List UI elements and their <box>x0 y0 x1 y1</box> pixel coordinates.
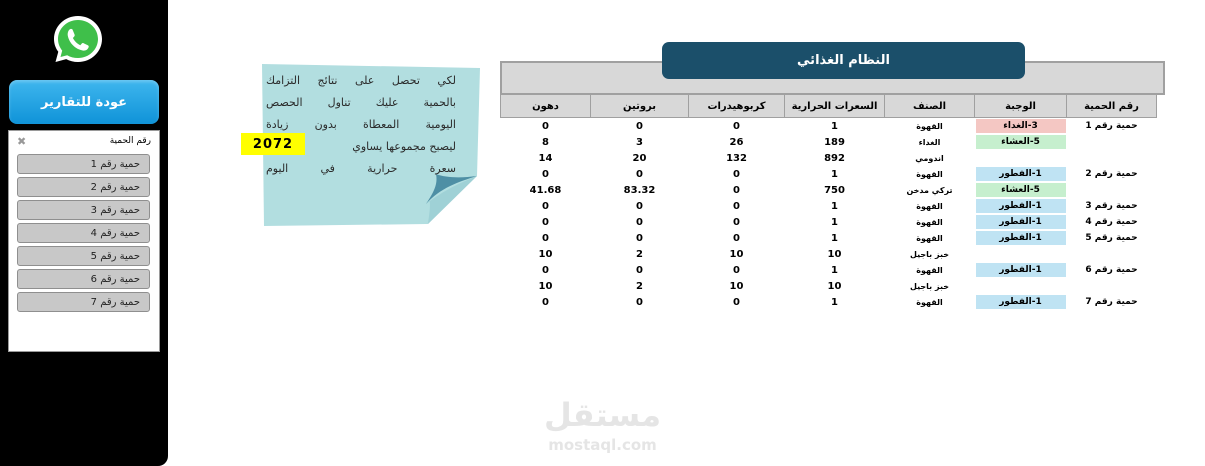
cell-fat[interactable]: 0 <box>542 296 549 308</box>
cell-diet-number[interactable]: حمية رقم 3 <box>1085 201 1138 211</box>
table-row <box>501 118 1157 135</box>
cell-meal[interactable] <box>975 262 1067 278</box>
slicer-item-diet-6[interactable]: حمية رقم 6 <box>17 269 150 289</box>
cell-meal[interactable] <box>975 134 1067 150</box>
back-to-reports-button[interactable]: عودة للتقارير <box>9 80 159 124</box>
cell-item[interactable]: القهوة <box>916 121 943 131</box>
cell-diet-number[interactable]: حمية رقم 7 <box>1085 297 1138 307</box>
table-row <box>501 230 1157 246</box>
cell-fat[interactable]: 0 <box>542 120 549 132</box>
table-header-row <box>501 95 1157 118</box>
table-row <box>501 166 1157 182</box>
cell-calories[interactable]: 10 <box>827 280 842 292</box>
slicer-item-diet-7[interactable]: حمية رقم 7 <box>17 292 150 312</box>
cell-protein[interactable]: 0 <box>636 264 643 276</box>
cell-carbs[interactable]: 0 <box>733 232 740 244</box>
cell-carbs[interactable]: 0 <box>733 168 740 180</box>
cell-fat[interactable]: 10 <box>538 248 553 260</box>
cell-diet-number[interactable] <box>1067 278 1157 294</box>
cell-fat[interactable]: 0 <box>542 264 549 276</box>
cell-protein[interactable]: 2 <box>636 280 643 292</box>
cell-item[interactable]: القهوة <box>916 217 943 227</box>
table-row <box>501 294 1157 310</box>
slicer-title: رقم الحمية <box>109 136 151 146</box>
note-line: اليومية المعطاة بدون زيادة <box>266 118 456 131</box>
meal-badge: 1-الفطور <box>976 199 1066 213</box>
cell-calories[interactable]: 10 <box>827 248 842 260</box>
cell-fat[interactable]: 10 <box>538 280 553 292</box>
meal-badge: 3-الغداء <box>976 119 1066 133</box>
header-calories[interactable]: السعرات الحرارية <box>785 95 885 118</box>
clear-filter-icon[interactable]: ✖ <box>17 134 27 148</box>
cell-protein[interactable]: 0 <box>636 216 643 228</box>
cell-meal[interactable] <box>975 230 1067 246</box>
table-row <box>501 134 1157 150</box>
diet-slicer <box>8 130 160 352</box>
cell-calories[interactable]: 1 <box>831 216 838 228</box>
cell-item[interactable]: خبز باجيل <box>910 281 949 291</box>
header-fat[interactable]: دهون <box>501 95 591 118</box>
cell-carbs[interactable]: 0 <box>733 184 740 196</box>
cell-meal[interactable] <box>975 246 1067 262</box>
daily-calories-value: 2072 <box>241 133 305 155</box>
sidebar <box>0 0 168 466</box>
cell-protein[interactable]: 3 <box>636 136 643 148</box>
table-row <box>501 262 1157 278</box>
cell-diet-number[interactable]: حمية رقم 6 <box>1085 265 1138 275</box>
note-line: سعرة حرارية في اليوم <box>266 162 456 175</box>
cell-calories[interactable]: 1 <box>831 200 838 212</box>
table-title: النظام الغذائي <box>662 42 1025 79</box>
cell-carbs[interactable]: 0 <box>733 264 740 276</box>
header-item[interactable]: الصنف <box>885 95 975 118</box>
diet-table <box>500 94 1157 310</box>
cell-diet-number[interactable] <box>1067 134 1157 150</box>
cell-fat[interactable]: 8 <box>542 136 549 148</box>
cell-diet-number[interactable]: حمية رقم 1 <box>1085 121 1138 131</box>
cell-meal[interactable] <box>975 198 1067 214</box>
slicer-item-diet-5[interactable]: حمية رقم 5 <box>17 246 150 266</box>
cell-protein[interactable]: 0 <box>636 296 643 308</box>
slicer-header <box>9 131 159 151</box>
meal-badge: 5-العشاء <box>976 135 1066 149</box>
cell-item[interactable]: تركي مدخن <box>906 185 953 195</box>
watermark-logo: مستقل <box>543 396 662 434</box>
cell-fat[interactable]: 0 <box>542 232 549 244</box>
cell-fat[interactable]: 0 <box>542 200 549 212</box>
table-row <box>501 182 1157 198</box>
cell-carbs[interactable]: 0 <box>733 216 740 228</box>
cell-item[interactable]: القهوة <box>916 201 943 211</box>
cell-diet-number[interactable]: حمية رقم 2 <box>1085 169 1138 179</box>
cell-meal[interactable] <box>975 278 1067 294</box>
cell-item[interactable]: القهوة <box>916 265 943 275</box>
cell-carbs[interactable]: 0 <box>733 120 740 132</box>
slicer-item-diet-2[interactable]: حمية رقم 2 <box>17 177 150 197</box>
cell-meal[interactable] <box>975 214 1067 230</box>
cell-protein[interactable]: 2 <box>636 248 643 260</box>
cell-item[interactable]: القهوة <box>916 233 943 243</box>
table-row <box>501 246 1157 262</box>
meal-badge: 1-الفطور <box>976 263 1066 277</box>
table-row <box>501 198 1157 214</box>
table-row <box>501 214 1157 230</box>
meal-badge: 1-الفطور <box>976 167 1066 181</box>
slicer-item-diet-1[interactable]: حمية رقم 1 <box>17 154 150 174</box>
cell-protein[interactable]: 0 <box>636 232 643 244</box>
cell-meal[interactable] <box>975 118 1067 135</box>
cell-carbs[interactable]: 0 <box>733 200 740 212</box>
cell-item[interactable]: خبز باجيل <box>910 249 949 259</box>
cell-meal[interactable] <box>975 182 1067 198</box>
cell-carbs[interactable]: 0 <box>733 296 740 308</box>
cell-diet-number[interactable]: حمية رقم 5 <box>1085 233 1138 243</box>
note-line: بالحمية عليك تناول الحصص <box>266 96 456 109</box>
meal-badge: 1-الفطور <box>976 215 1066 229</box>
cell-carbs[interactable]: 10 <box>729 280 744 292</box>
cell-diet-number[interactable]: حمية رقم 4 <box>1085 217 1138 227</box>
cell-carbs[interactable]: 10 <box>729 248 744 260</box>
header-meal[interactable]: الوجبة <box>975 95 1067 118</box>
cell-protein[interactable]: 0 <box>636 168 643 180</box>
header-carbs[interactable]: كربوهيدرات <box>689 95 785 118</box>
table-row <box>501 150 1157 166</box>
cell-fat[interactable]: 0 <box>542 168 549 180</box>
cell-calories[interactable]: 1 <box>831 168 838 180</box>
cell-calories[interactable]: 1 <box>831 296 838 308</box>
cell-item[interactable]: الغداء <box>918 137 941 147</box>
cell-diet-number[interactable] <box>1067 150 1157 166</box>
cell-fat[interactable]: 41.68 <box>529 184 562 196</box>
slicer-item-diet-3[interactable]: حمية رقم 3 <box>17 200 150 220</box>
cell-calories[interactable]: 1 <box>831 120 838 132</box>
meal-badge: 1-الفطور <box>976 295 1066 309</box>
cell-protein[interactable]: 20 <box>632 152 647 164</box>
cell-calories[interactable]: 1 <box>831 232 838 244</box>
cell-fat[interactable]: 14 <box>538 152 553 164</box>
note-line: ليصبح مجموعها يساوي <box>352 140 456 153</box>
cell-meal[interactable] <box>975 294 1067 310</box>
header-protein[interactable]: بروتين <box>591 95 689 118</box>
cell-protein[interactable]: 0 <box>636 200 643 212</box>
cell-calories[interactable]: 750 <box>824 184 845 196</box>
meal-badge: 1-الفطور <box>976 231 1066 245</box>
cell-carbs[interactable]: 132 <box>726 152 747 164</box>
table-row <box>501 278 1157 294</box>
cell-diet-number[interactable] <box>1067 182 1157 198</box>
cell-calories[interactable]: 189 <box>824 136 845 148</box>
cell-item[interactable]: القهوة <box>916 169 943 179</box>
cell-calories[interactable]: 892 <box>824 152 845 164</box>
cell-fat[interactable]: 0 <box>542 216 549 228</box>
whatsapp-icon[interactable] <box>50 12 106 68</box>
cell-item[interactable]: القهوة <box>916 297 943 307</box>
watermark-url: mostaql.com <box>548 436 657 454</box>
meal-badge: 5-العشاء <box>976 183 1066 197</box>
cell-diet-number[interactable] <box>1067 246 1157 262</box>
cell-item[interactable]: اندومي <box>915 153 944 163</box>
note-text <box>266 70 456 180</box>
cell-protein[interactable]: 83.32 <box>623 184 656 196</box>
cell-protein[interactable]: 0 <box>636 120 643 132</box>
slicer-item-diet-4[interactable]: حمية رقم 4 <box>17 223 150 243</box>
cell-meal[interactable] <box>975 150 1067 166</box>
header-diet-number[interactable]: رقم الحمية <box>1067 95 1157 118</box>
cell-carbs[interactable]: 26 <box>729 136 744 148</box>
cell-calories[interactable]: 1 <box>831 264 838 276</box>
cell-meal[interactable] <box>975 166 1067 182</box>
note-line: لكي تحصل على نتائج التزامك <box>266 74 456 87</box>
